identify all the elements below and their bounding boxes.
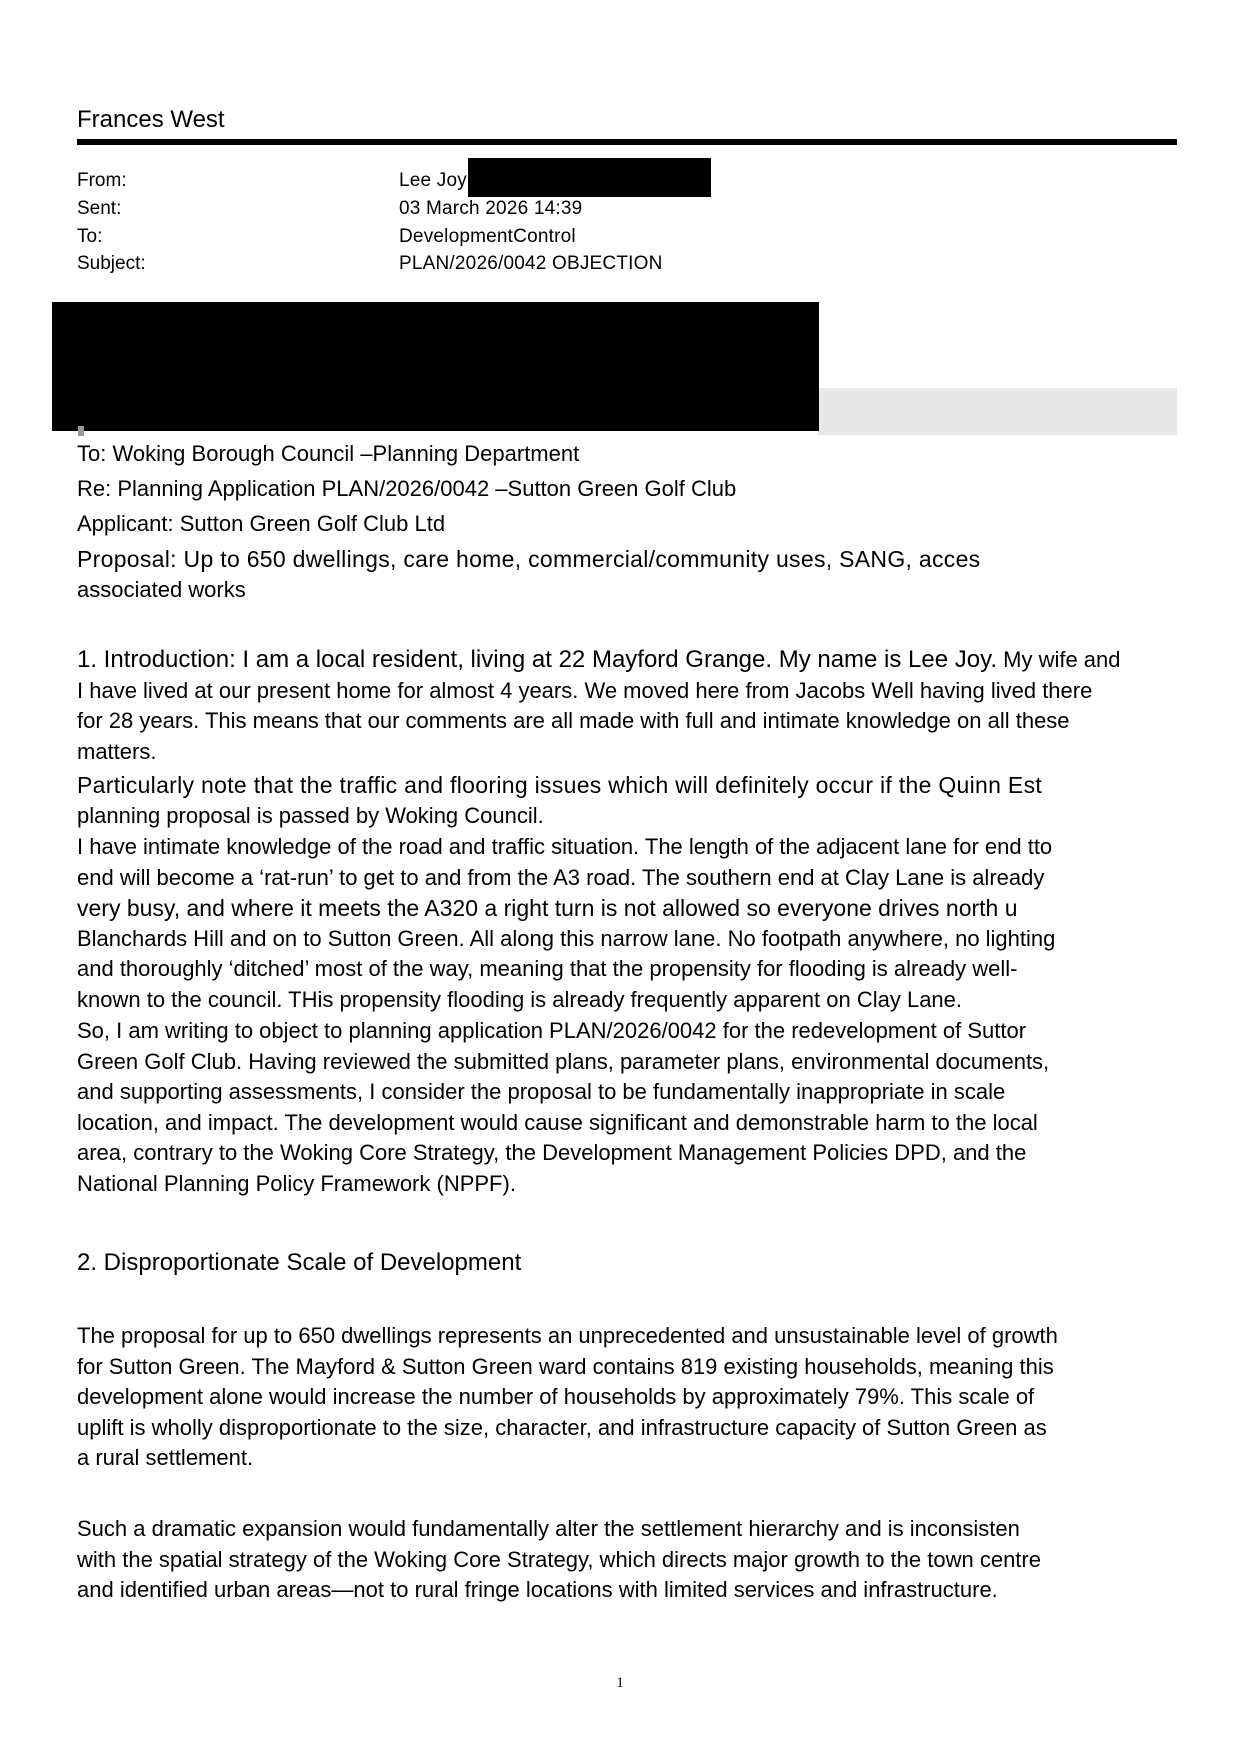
from-value: Lee Joy xyxy=(399,170,467,191)
traffic-line: I have intimate knowledge of the road and traffic situation. The length of the adjacent lane for end tto xyxy=(77,834,1053,859)
section-2-line: Such a dramatic expansion would fundamentally alter the settlement hierarchy and is inconsisten xyxy=(77,1516,1020,1541)
section-2-line: for Sutton Green. The Mayford & Sutton Green ward contains 819 existing households, meaning this xyxy=(77,1353,1054,1379)
traffic-line: Blanchards Hill and on to Sutton Green. All along this narrow lane. No footpath anywhere, no lighting xyxy=(77,925,1056,951)
objection-line: location, and impact. The development would cause significant and demonstrable harm to the local xyxy=(77,1109,1038,1135)
intro-line: for 28 years. This means that our comments are all made with full and intimate knowledge on all these xyxy=(77,708,1070,734)
objection-paragraph xyxy=(77,1016,1177,1200)
section-2-paragraph-2 xyxy=(77,1514,1177,1606)
subject-value: PLAN/2026/0042 OBJECTION xyxy=(399,253,663,274)
traffic-line: known to the council. THis propensity flooding is already frequently apparent on Clay Lane. xyxy=(77,986,963,1012)
grey-band xyxy=(818,388,1177,435)
sent-label: Sent: xyxy=(77,198,122,219)
section-2-line: The proposal for up to 650 dwellings represents an unprecedented and unsustainable level of growth xyxy=(77,1323,1058,1348)
page-number: 1 xyxy=(616,1675,624,1691)
note-paragraph xyxy=(77,770,1177,831)
grey-marker xyxy=(78,426,84,436)
sender-name-title: Frances West xyxy=(77,106,225,133)
section-2-line: development alone would increase the number of households by approximately 79%. This scale of xyxy=(77,1384,1035,1410)
traffic-line: and thoroughly ‘ditched’ most of the way, meaning that the propensity for flooding is already well- xyxy=(77,956,1018,982)
from-label: From: xyxy=(77,170,127,191)
objection-line: So, I am writing to object to planning application PLAN/2026/0042 for the redevelopment of Suttor xyxy=(77,1018,1027,1043)
intro-line: matters. xyxy=(77,738,157,764)
intro-rest: My wife and xyxy=(997,647,1121,672)
to-label: To: xyxy=(77,226,103,247)
title-divider xyxy=(77,139,1177,145)
section-2-line: and identified urban areas—not to rural fringe locations with limited services and infrastructure. xyxy=(77,1577,998,1603)
note-line: Particularly note that the traffic and flooring issues which will definitely occur if the Quinn Est xyxy=(77,772,1043,798)
letter-applicant: Applicant: Sutton Green Golf Club Ltd xyxy=(77,511,446,536)
traffic-line: end will become a ‘rat-run’ to get to and from the A3 road. The southern end at Clay Lane is already xyxy=(77,864,1045,890)
intro-line: I have lived at our present home for almost 4 years. We moved here from Jacobs Well having lived there xyxy=(77,677,1093,703)
proposal-line: Proposal: Up to 650 dwellings, care home, commercial/community uses, SANG, acces xyxy=(77,546,981,572)
intro-lead: 1. Introduction: I am a local resident, living at 22 Mayford Grange. My name is Lee Joy. xyxy=(77,646,998,673)
letter-proposal xyxy=(77,544,1177,605)
section-2-line: a rural settlement. xyxy=(77,1445,254,1471)
redacted-block xyxy=(52,302,819,431)
section-2-heading: 2. Disproportionate Scale of Development xyxy=(77,1249,522,1276)
section-2-line: with the spatial strategy of the Woking Core Strategy, which directs major growth to the town centre xyxy=(77,1546,1041,1572)
objection-line: and supporting assessments, I consider the proposal to be fundamentally inappropriate in scale xyxy=(77,1079,1006,1105)
note-line: planning proposal is passed by Woking Council. xyxy=(77,802,544,828)
section-2-line: uplift is wholly disproportionate to the size, character, and infrastructure capacity of Sutton Green as xyxy=(77,1414,1047,1440)
objection-line: National Planning Policy Framework (NPPF). xyxy=(77,1170,516,1196)
sent-value: 03 March 2026 14:39 xyxy=(399,198,583,219)
traffic-line: very busy, and where it meets the A320 a right turn is not allowed so everyone drives north u xyxy=(77,895,1018,922)
to-value: DevelopmentControl xyxy=(399,226,576,247)
redacted-email-address xyxy=(468,158,711,197)
traffic-paragraph xyxy=(77,832,1177,1016)
intro-paragraph xyxy=(77,645,1177,767)
subject-label: Subject: xyxy=(77,253,146,274)
letter-re: Re: Planning Application PLAN/2026/0042 –Sutton Green Golf Club xyxy=(77,476,737,501)
objection-line: Green Golf Club. Having reviewed the submitted plans, parameter plans, environmental documents, xyxy=(77,1048,1050,1074)
proposal-line: associated works xyxy=(77,576,246,602)
letter-to: To: Woking Borough Council –Planning Department xyxy=(77,441,580,466)
section-2-paragraph-1 xyxy=(77,1321,1177,1474)
objection-line: area, contrary to the Woking Core Strategy, the Development Management Policies DPD, and the xyxy=(77,1140,1027,1166)
